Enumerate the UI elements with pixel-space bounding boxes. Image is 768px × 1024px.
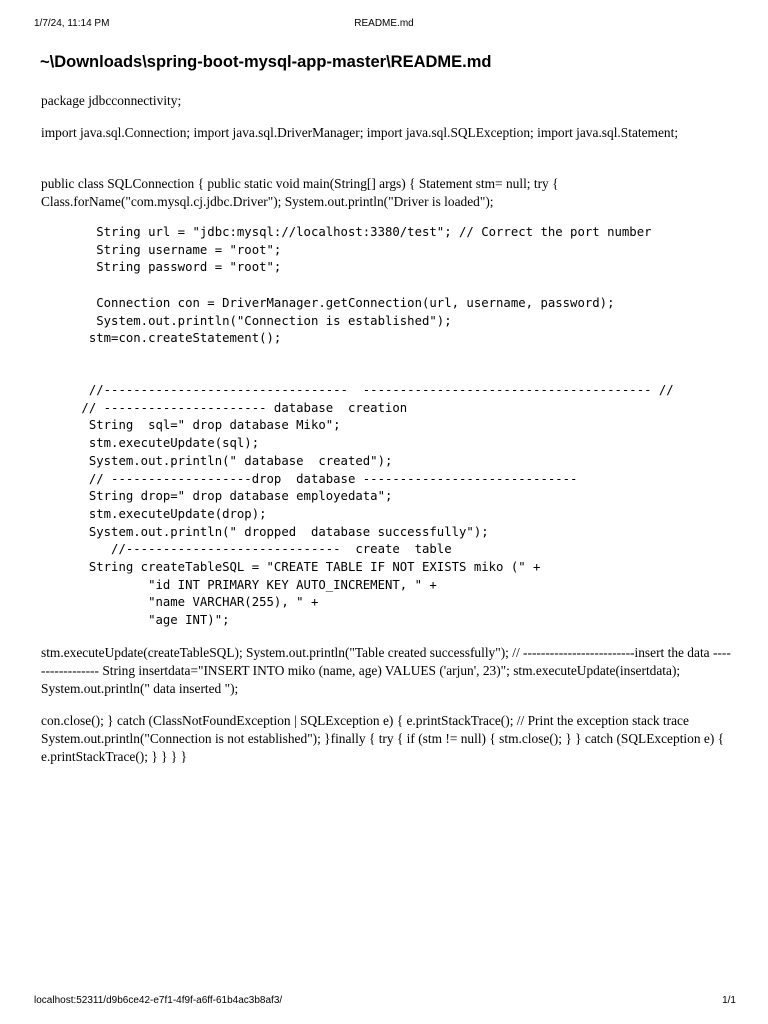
code-block-database: //--------------------------------- --------------------------------------- // // ---------------------- database creation String sql=" drop database Miko"; stm.executeUpdate(sql); System.out.println(" database created"); // -------------------drop database ----------------------------- String drop=" drop database employedata"; stm.executeUpdate(drop); System.out.println(" dropped database successfully"); //----------------------------- create table String createTableSQL = "CREATE TABLE IF NOT EXISTS miko (" + "id INT PRIMARY KEY AUTO_INCREMENT, " + "name VARCHAR(255), " + "age INT)"; [81,383,674,628]
print-doc-title: README.md [354,18,414,29]
footer-url: localhost:52311/d9b6ce42-e7f1-4f9f-a6ff-61b4ac3b8af3/ [34,995,283,1006]
paragraph-class-declaration: public class SQLConnection { public static void main(String[] args) { Statement stm= null; try { Class.forName("com.mysql.cj.jdbc.Driver"); System.out.println("Driver is loaded"); [41,176,559,209]
page-title: ~\Downloads\spring-boot-mysql-app-master\README.md [40,53,492,71]
print-datetime: 1/7/24, 11:14 PM [34,18,110,29]
paragraph-close-and-catch: con.close(); } catch (ClassNotFoundException | SQLException e) { e.printStackTrace(); // Print the exception stack trace System.out.println("Connection is not established"); }finally { try { if (stm != null) { stm.close(); } } catch (SQLException e) { e.printStackTrace(); } } } } [41,713,725,764]
code-block-connection: String url = "jdbc:mysql://localhost:3380/test"; // Correct the port number String username = "root"; String password = "root"; Connection con = DriverManager.getConnection(url, username, password); System.out.println("Connection is established"); stm=con.createStatement(); [88,225,652,346]
paragraph-package: package jdbcconnectivity; [41,93,182,108]
footer-page-number: 1/1 [722,995,736,1006]
paragraph-insert-data: stm.executeUpdate(createTableSQL); System.out.println("Table created successfully"); // -------------------------insert the data ----------------- String insertdata="INSERT INTO miko (name, age) VALUES ('arjun', 23)"; stm.executeUpdate(insertdata); System.out.println(" data inserted "); [41,645,731,696]
paragraph-imports: import java.sql.Connection; import java.sql.DriverManager; import java.sql.SQLException; import java.sql.Statement; [41,125,679,140]
